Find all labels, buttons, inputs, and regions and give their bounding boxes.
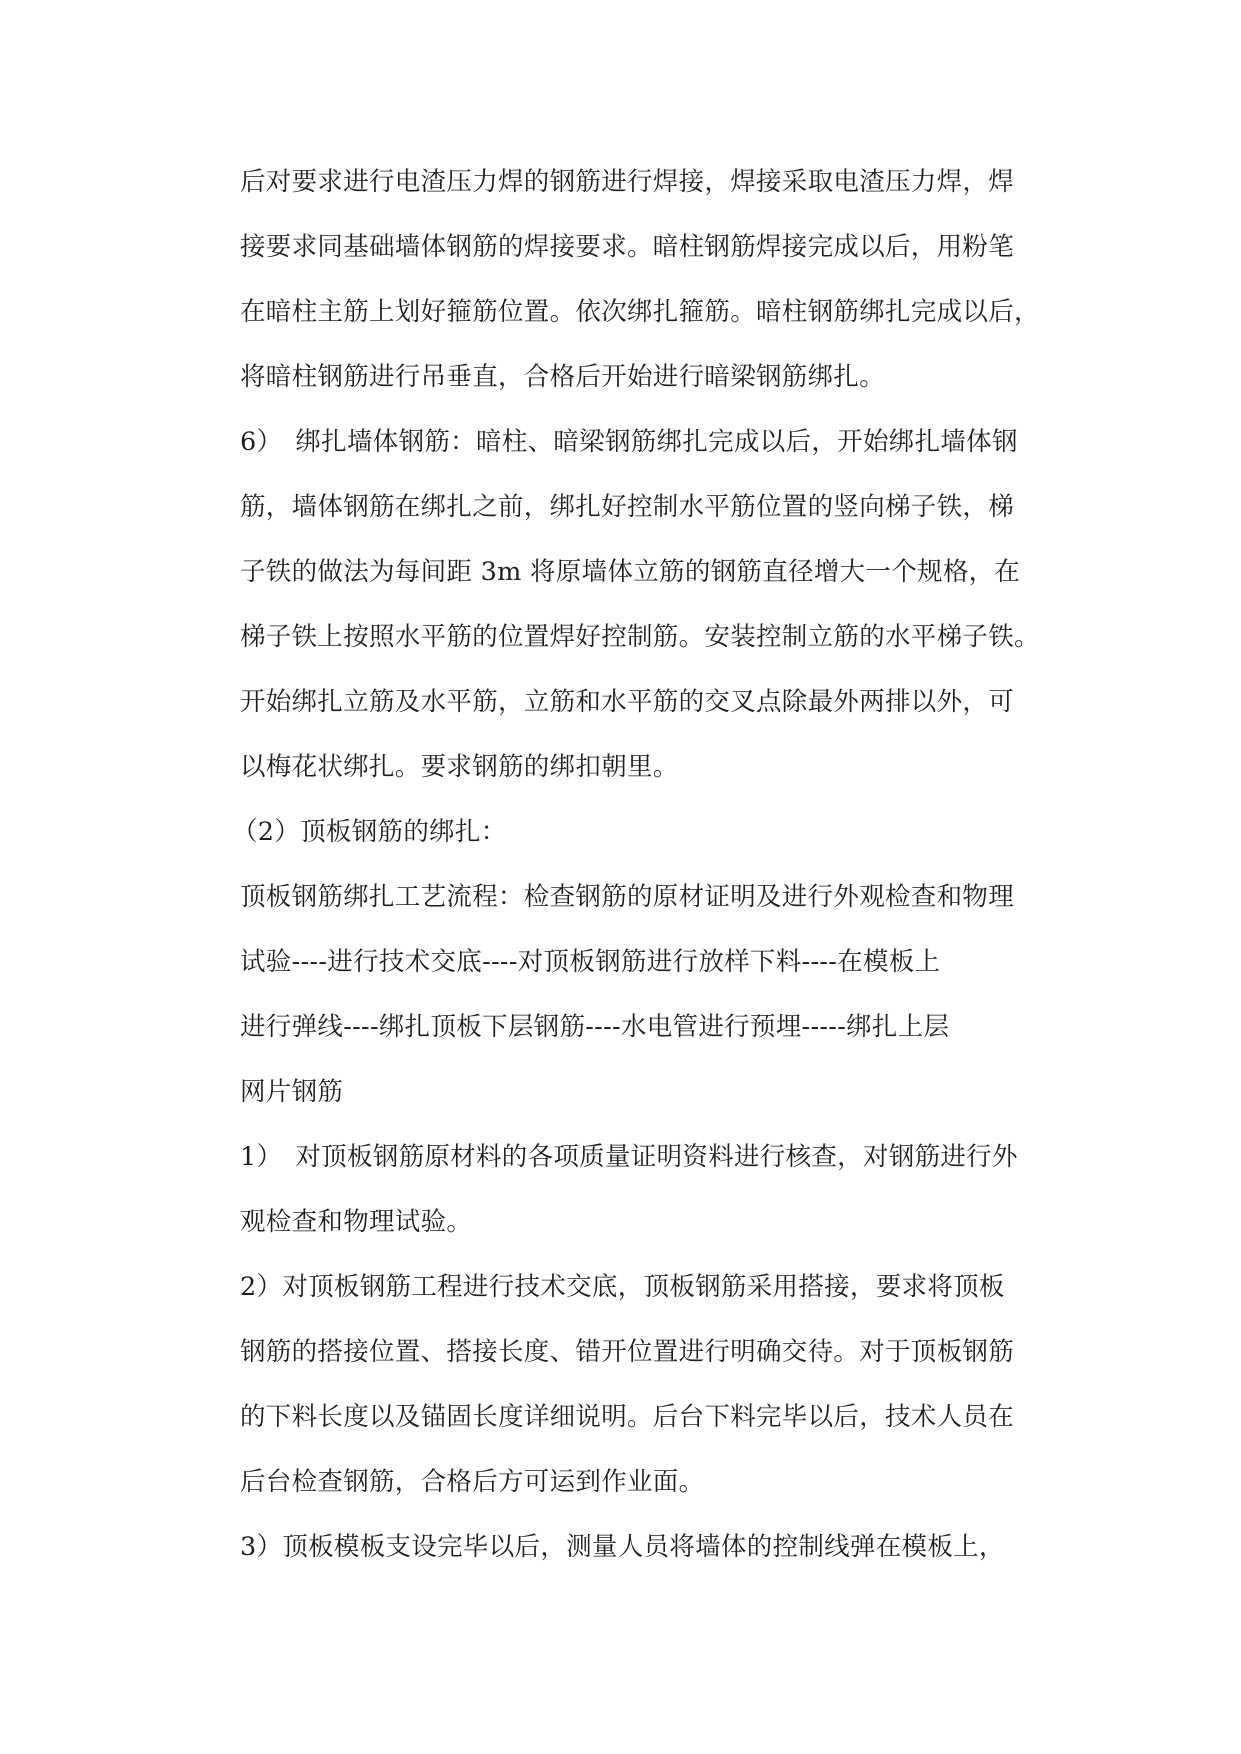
text-line: 的下料长度以及锚固长度详细说明。后台下料完毕以后，技术人员在 bbox=[240, 1402, 1015, 1432]
text-line: 钢筋的搭接位置、搭接长度、错开位置进行明确交待。对于顶板钢筋 bbox=[240, 1337, 1015, 1367]
text-line: 筋，墙体钢筋在绑扎之前，绑扎好控制水平筋位置的竖向梯子铁，梯 bbox=[240, 492, 1015, 522]
text-line: 以梅花状绑扎。要求钢筋的绑扣朝里。 bbox=[240, 752, 679, 782]
text-line: 后台检查钢筋，合格后方可运到作业面。 bbox=[240, 1467, 705, 1497]
paragraph-step-1-material-check bbox=[240, 1125, 1055, 1255]
text-line: 将暗柱钢筋进行吊垂直，合格后开始进行暗梁钢筋绑扎。 bbox=[240, 362, 886, 392]
text-line: 后对要求进行电渣压力焊的钢筋进行焊接，焊接采取电渣压力焊，焊 bbox=[240, 167, 1015, 197]
text-line: 子铁的做法为每间距 3m 将原墙体立筋的钢筋直径增大一个规格，在 bbox=[240, 557, 1021, 587]
text-line: 网片钢筋 bbox=[240, 1077, 344, 1107]
section-heading: （2）顶板钢筋的绑扎： bbox=[232, 817, 507, 847]
text-line: 梯子铁上按照水平筋的位置焊好控制筋。安装控制立筋的水平梯子铁。 bbox=[240, 622, 1040, 652]
text-line: 1） 对顶板钢筋原材料的各项质量证明资料进行核查，对钢筋进行外 bbox=[240, 1142, 1018, 1172]
body-text bbox=[232, 150, 1055, 1580]
text-line: 观检查和物理试验。 bbox=[240, 1207, 473, 1237]
text-line: 开始绑扎立筋及水平筋，立筋和水平筋的交叉点除最外两排以外，可 bbox=[240, 687, 1015, 717]
paragraph-process-flow bbox=[240, 865, 1055, 1125]
paragraph-step-3-formwork-layout bbox=[240, 1515, 1055, 1580]
section-heading-roof-slab-rebar bbox=[232, 800, 1055, 865]
text-line: 3）顶板模板支设完毕以后，测量人员将墙体的控制线弹在模板上， bbox=[240, 1532, 1005, 1562]
text-line: 进行弹线----绑扎顶板下层钢筋----水电管进行预埋-----绑扎上层 bbox=[240, 1012, 950, 1042]
text-line: 顶板钢筋绑扎工艺流程：检查钢筋的原材证明及进行外观检查和物理 bbox=[240, 882, 1015, 912]
paragraph-step-2-technical-briefing bbox=[240, 1255, 1055, 1515]
text-line: 接要求同基础墙体钢筋的焊接要求。暗柱钢筋焊接完成以后，用粉笔 bbox=[240, 232, 1015, 262]
text-line: 试验----进行技术交底----对顶板钢筋进行放样下料----在模板上 bbox=[240, 947, 941, 977]
paragraph-welding-continuation bbox=[240, 150, 1055, 410]
paragraph-step-6-wall-rebar bbox=[240, 410, 1055, 800]
text-line: 6） 绑扎墙体钢筋：暗柱、暗梁钢筋绑扎完成以后，开始绑扎墙体钢 bbox=[240, 427, 1018, 457]
text-line: 在暗柱主筋上划好箍筋位置。依次绑扎箍筋。暗柱钢筋绑扎完成以后， bbox=[240, 297, 1040, 327]
text-line: 2）对顶板钢筋工程进行技术交底，顶板钢筋采用搭接，要求将顶板 bbox=[240, 1272, 1005, 1302]
